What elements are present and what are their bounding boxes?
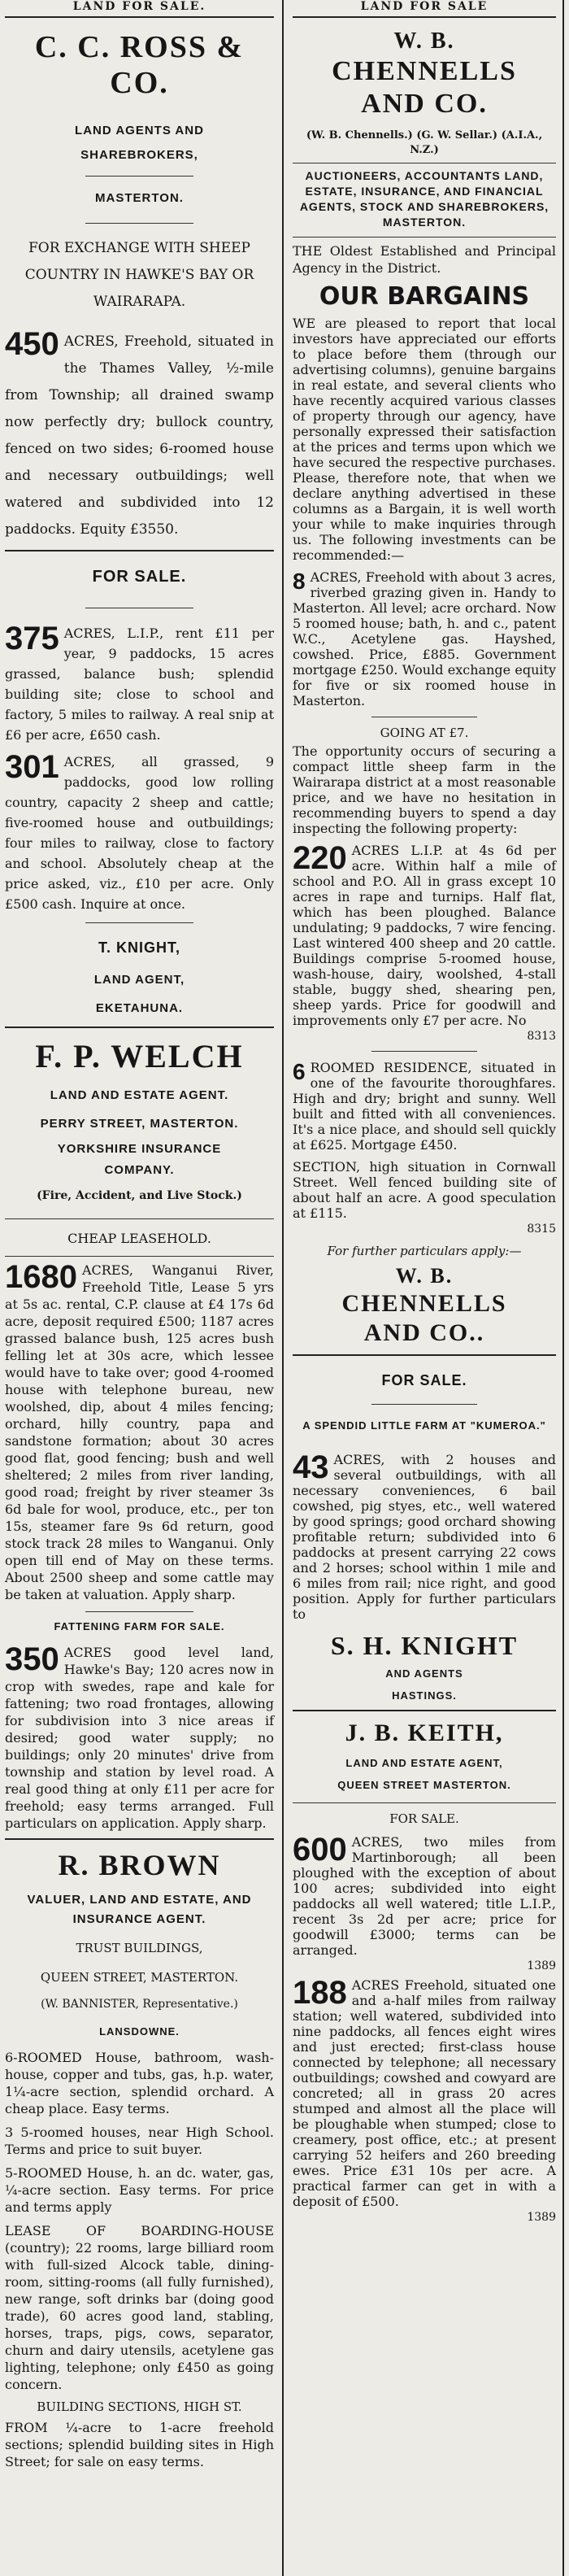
welch-insurance: YORKSHIRE INSURANCE COMPANY. (57, 1142, 222, 1177)
ross-lot-text: ACRES, Freehold, situated in the Thames Valley, ½-mile from Township; all drained swamp now perfectly dry; bullock country, fenced on two sides; 6-roomed house and necessary outbuildings; well watered and subdivided into 12 paddocks. Equity £3550. (5, 333, 274, 538)
brown-building: TRUST BUILDINGS, (76, 1941, 203, 1955)
divider (293, 1354, 556, 1356)
chennells-line1: W. B. (393, 28, 455, 54)
brown-lot4: LEASE OF BOARDING-HOUSE (country); 22 rooms, large billiard room with full-sized Alcock table, dining-room, sitting-rooms (all fully furnished), new range, soft drinks bar (doing good trade), 60 acres good land, stabling, horses, traps, pigs, cows, separator, churn and dairy utensils, acetylene gas lighting, telephone; only £450 as going concern. (5, 2223, 274, 2392)
divider (85, 1611, 193, 1612)
divider (85, 223, 193, 224)
forsale-lot1-acres: 375 (5, 621, 59, 656)
kumeroa-heading: FOR SALE. (381, 1372, 467, 1388)
welch-fattening-heading: FATTENING FARM FOR SALE. (54, 1620, 225, 1632)
ross-lot (5, 326, 274, 543)
left-banner: LAND FOR SALE. (5, 0, 274, 18)
brown-lot3: 5-ROOMED House, h. an dc. water, gas, ¼-acre section. Easy terms. For price and terms apply (5, 2165, 274, 2215)
forsale-advertisement (5, 568, 274, 1015)
brown-lot5: FROM ¼-acre to 1-acre freehold sections; splendid building sites in High Street; for sale on easy terms. (5, 2420, 274, 2469)
chennells-sig-line2: CHENNELLS (341, 1290, 507, 1317)
chennells-lot4: SECTION, high situation in Cornwall Street. Well fenced building site of about half an acre. A good speculation at £115. (293, 1159, 556, 1221)
forsale-lot2-acres: 301 (5, 749, 59, 785)
divider (293, 1710, 556, 1711)
chennells-sig-line3: AND CO.. (363, 1319, 485, 1346)
divider (5, 1256, 274, 1257)
right-column (286, 0, 561, 2229)
divider (5, 550, 274, 551)
divider (85, 176, 193, 177)
kumeroa-lot-acres: 43 (293, 1449, 329, 1485)
right-banner: LAND FOR SALE (293, 0, 556, 18)
brown-representative: (W. BANNISTER, Representative.) (41, 1998, 238, 2011)
keith-lot1-acres: 600 (293, 1832, 347, 1868)
keith-advertisement (293, 1718, 556, 2224)
kumeroa-lot (293, 1449, 556, 1622)
keith-lot1-ref: 1389 (527, 1959, 556, 1972)
left-column (0, 0, 280, 2477)
column-divider (282, 0, 284, 2576)
keith-heading: FOR SALE. (389, 1811, 459, 1826)
brown-advertisement (5, 1846, 274, 2470)
chennells-line3: AND CO. (361, 89, 488, 119)
divider (371, 1051, 477, 1052)
chennells-lot1 (293, 569, 556, 708)
chennells-oldest: THE Oldest Established and Principal Agency in the District. (293, 243, 556, 276)
welch-advertisement (5, 1036, 274, 1832)
welch-lot1 (5, 1259, 274, 1603)
right-edge-rule (562, 0, 564, 2576)
brown-district: LANSDOWNE. (99, 2025, 180, 2038)
keith-role: LAND AND ESTATE AGENT, (345, 1757, 503, 1769)
chennells-lot4-ref: 8315 (527, 1223, 556, 1236)
forsale-lot1-text: ACRES, L.I.P., rent £11 per year, 9 paddocks, 15 acres grassed, balance bush; splendid building site; close to school and factory, 5 miles to railway. A real snip at £6 per acre, £650 cash. (5, 625, 274, 743)
chennells-advertisement (293, 28, 556, 1348)
ross-place: MASTERTON. (95, 191, 184, 205)
forsale-lot1 (5, 623, 274, 745)
ross-lot-acres: 450 (5, 326, 59, 362)
keith-lot2-acres: 188 (293, 1975, 347, 2011)
chennells-lot2-text: ACRES L.I.P. at 4s 6d per acre. Within half a mile of school and P.O. All in grass except 10 acres in rape and turnips. Half flat, which has been ploughed. Balance undulating; 9 paddocks, 7 wire fencing. Last wintered 400 sheep and 20 cattle. Buildings comprise 5-roomed house, wash-house, dairy, woolshed, 4-stall stable, buggy shed, shearing pen, sheep yards. Price for goodwill and improvements only £7 per acre. No (293, 843, 556, 1028)
chennells-partners: (W. B. Chennells.) (G. W. Sellar.) (A.I.A., N.Z.) (306, 129, 543, 156)
shknight-place: HASTINGS. (392, 1689, 457, 1702)
kumeroa-lot-text: ACRES, with 2 houses and several outbuildings, with all necessary conveniences, 6 bail cowshed, pig styes, etc., well watered by good springs; good orchard showing profitable return; subdivided into 6 paddocks at present carrying 22 cows and 2 horses; school within 1 mile and 6 miles from rail; nice right, and good position. Apply for further particulars to (293, 1452, 556, 1622)
going-heading: GOING AT £7. (380, 726, 469, 740)
welch-lot2-acres: 350 (5, 1641, 59, 1677)
ross-exchange-heading: FOR EXCHANGE WITH SHEEP COUNTRY IN HAWKE'S BAY OR WAIRARAPA. (24, 240, 254, 310)
welch-classes: (Fire, Accident, and Live Stock.) (37, 1189, 242, 1202)
chennells-lot3-rooms: 6 (293, 1059, 306, 1084)
chennells-line2: CHENNELLS (332, 56, 517, 86)
brown-role: VALUER, LAND AND ESTATE, AND INSURANCE AGENT. (27, 1893, 252, 1926)
brown-lot2: 3 5-roomed houses, near High School. Terms and price to suit buyer. (5, 2125, 274, 2157)
divider (371, 1404, 477, 1405)
brown-name: R. BROWN (58, 1849, 221, 1881)
forsale-lot2 (5, 749, 274, 914)
keith-lot2 (293, 1977, 556, 2209)
knight-name: T. KNIGHT, (98, 939, 180, 956)
brown-lot1: 6-ROOMED House, bathroom, wash-house, copper and tubs, gas, h.p. water, 1¼-acre section, splendid orchard. A cheap place. Easy terms. (5, 2050, 274, 2116)
chennells-lot2-acres: 220 (293, 840, 347, 876)
chennells-lot2 (293, 840, 556, 1028)
keith-name: J. B. KEITH, (345, 1720, 504, 1746)
divider (5, 1218, 274, 1219)
ross-role: LAND AGENTS AND SHAREBROKERS, (75, 124, 204, 162)
welch-leasehold-heading: CHEAP LEASEHOLD. (67, 1231, 211, 1246)
chennells-further: For further particulars apply:— (327, 1244, 522, 1258)
chennells-lot1-text: ACRES, Freehold with about 3 acres, riverbed grazing given in. Handy to Masterton. All level; acre orchard. Now 5 roomed house; bath, h. and c., patent W.C., Acetylene gas. Hayshed, cowshed. Price, £885. Government mortgage £250. Would exchange equity for five or six roomed house in Masterton. (293, 569, 556, 708)
divider (85, 922, 193, 923)
keith-lot1-text: ACRES, two miles from Martinborough; all been ploughed with the exception of about 100 acres; subdivided into eight paddocks all well watered; title L.I.P., recent 3s 2d per acre; price for goodwill £3000; terms can be arranged. (293, 1834, 556, 1958)
brown-address: QUEEN STREET, MASTERTON. (40, 1970, 239, 1985)
forsale-lot2-text: ACRES, all grassed, 9 paddocks, good low rolling country, capacity 2 sheep and cattle; five-roomed house and outbuildings; four miles to railway, close to factory and school. Absolutely cheap at the price asked, viz., £10 per acre. Only £500 cash. Inquire at once. (5, 754, 274, 912)
knight-role: LAND AGENT, (93, 973, 185, 987)
welch-lot1-text: ACRES, Wanganui River, Freehold Title, Lease 5 yrs at 5s ac. rental, C.P. clause at £4 17s 6d acre, deposit required £500; 1187 acres grassed balance bush, 125 acres bush felling let at 30s acre, which lessee would have to take over; good 4-roomed house with telephone bureau, new woolshed, dip, about 4 miles fencing; orchard, hilly country, papa and sandstone formation; about 30 acres good flat, good fencing; bush and well sheltered; 2 miles from river landing, good road; freight by river steamer 3s 6d bale for wool, produce, etc., per ton 15s, steamer fare 9s 6d return, good stock track 28 miles to Wanganui. Only open till end of May on these terms. About 2500 sheep and some cattle may be taken at valuation. Apply sharp. (5, 1262, 274, 1602)
forsale-heading: FOR SALE. (92, 568, 187, 586)
bargains-heading: OUR BARGAINS (319, 282, 530, 311)
ross-advertisement (5, 29, 274, 543)
keith-lot1 (293, 1834, 556, 1958)
keith-address: QUEEN STREET MASTERTON. (337, 1779, 511, 1791)
chennells-lot2-ref: 8313 (527, 1030, 556, 1043)
keith-lot2-ref: 1389 (527, 2211, 556, 2224)
going-text: The opportunity occurs of securing a compact little sheep farm in the Wairarapa district at a most reasonable price, and we have no hesitation in recommending buyers to spend a day inspecting the following property: (293, 743, 556, 836)
welch-address: PERRY STREET, MASTERTON. (40, 1117, 239, 1131)
divider (5, 1838, 274, 1840)
divider (5, 1026, 274, 1028)
shknight-name: S. H. KNIGHT (330, 1631, 519, 1660)
bargains-intro: WE are pleased to report that local investors have appreciated our efforts to place before them (through our advertising columns), genuine bargains in real estate, and several clients who have recently acquired various classes of property through our agency, have personally expressed their satisfaction at the prices and terms upon which we have secured the respective purchases. Please, therefore note, that when we declare anything advertised in these columns as a Bargain, it is well worth your while to make inquiries through us. The following investments can be recommended:— (293, 316, 556, 563)
kumeroa-advertisement (293, 1372, 556, 1702)
divider (293, 237, 556, 238)
welch-lot2-text: ACRES good level land, Hawke's Bay; 120 acres now in crop with swedes, rape and kale for fattening; two road frontages, allowing for subdivision into 3 nice areas if desired; good water supply; no buildings; only 20 minutes' drive from township and station by level road. A real good thing at only £11 per acre for freehold; easy terms arranged. Full particulars on application. Apply sharp. (5, 1645, 274, 1831)
chennells-lot1-acres: 8 (293, 569, 306, 594)
welch-lot2 (5, 1641, 274, 1832)
kumeroa-title: A SPENDID LITTLE FARM AT "KUMEROA." (302, 1419, 546, 1432)
shknight-role: AND AGENTS (385, 1667, 463, 1680)
keith-lot2-text: ACRES Freehold, situated one and a-half miles from railway station; well watered, subdivided into nine paddocks, all fences eight wires and just erected; first-class house connected by telephone; all necessary outbuildings; cowshed and cowyard are concreted; all in grass 20 acres stumped and almost all the place will be ploughable when stumped; close to creamery, post office, etc.; at present carrying 52 heifers and 260 breeding ewes. Price £31 10s per acre. A practical farmer can get in with a deposit of £500. (293, 1977, 556, 2209)
welch-role: LAND AND ESTATE AGENT. (50, 1088, 229, 1102)
welch-name: F. P. WELCH (35, 1038, 244, 1074)
chennells-sig-line1: W. B. (395, 1264, 454, 1288)
brown-sections-heading: BUILDING SECTIONS, HIGH ST. (37, 2399, 242, 2414)
divider (293, 1802, 556, 1803)
chennells-roles: AUCTIONEERS, ACCOUNTANTS LAND, ESTATE, INSURANCE, AND FINANCIAL AGENTS, STOCK AND SHAREBROKERS, MASTERTON. (299, 169, 549, 229)
welch-lot1-acres: 1680 (5, 1259, 77, 1295)
chennells-lot3 (293, 1060, 556, 1153)
chennells-lot3-text: ROOMED RESIDENCE, situated in one of the favourite thoroughfares. High and dry; bright and sunny. Well built and fitted with all conveniences. It's a nice place, and should sell quickly at £625. Mortgage £450. (293, 1060, 556, 1153)
ross-firm-name: C. C. ROSS & CO. (34, 30, 245, 100)
knight-place: EKETAHUNA. (95, 1001, 184, 1015)
